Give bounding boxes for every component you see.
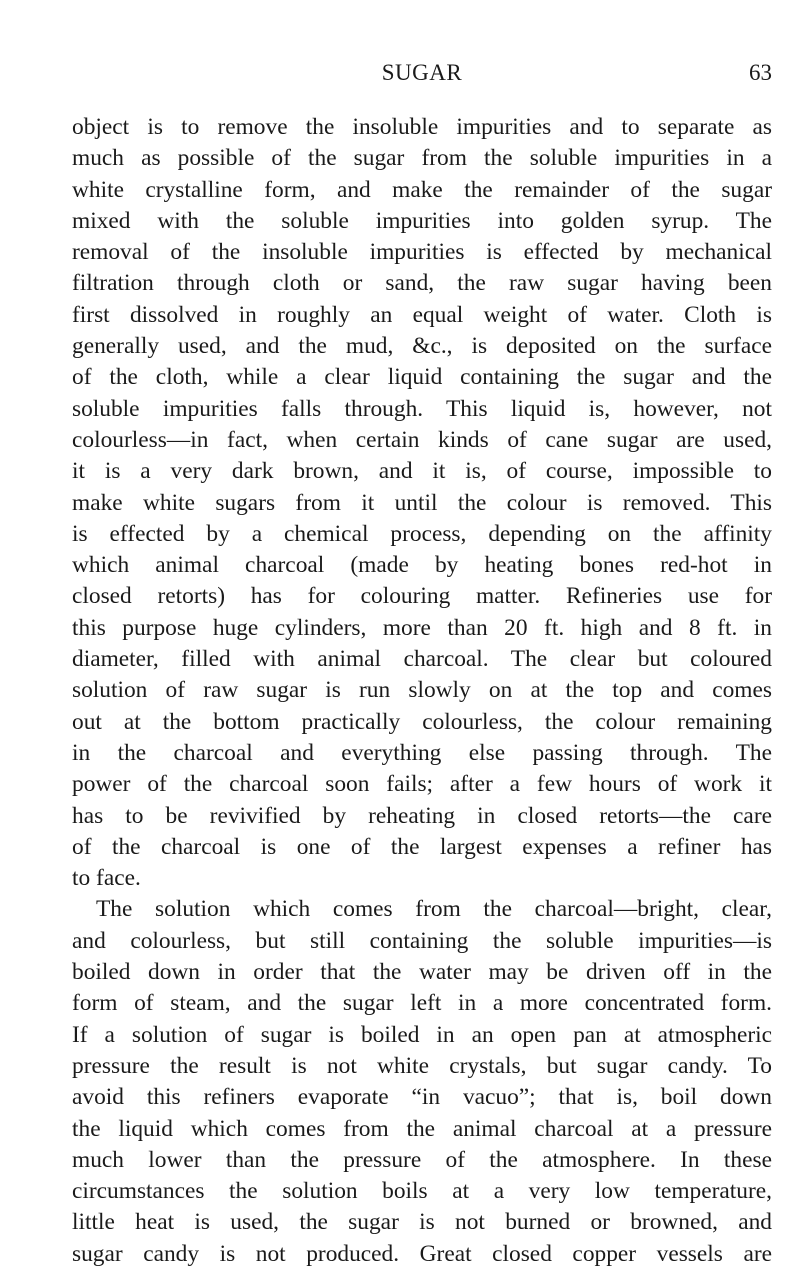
text-line: power of the charcoal soon fails; after a few hours of work it xyxy=(72,771,772,798)
text-line: sugar candy is not produced. Great closed copper vessels are xyxy=(72,1240,772,1267)
text-line: in the charcoal and everything else passing through. The xyxy=(72,739,772,766)
text-line: boiled down in order that the water may be driven off in the xyxy=(72,959,772,986)
text-line: The solution which comes from the charcoal—bright, clear, xyxy=(96,896,772,923)
text-line: circumstances the solution boils at a very low temperature, xyxy=(72,1178,772,1205)
text-line: filtration through cloth or sand, the raw sugar having been xyxy=(72,270,772,297)
text-line: of the charcoal is one of the largest expenses a refiner has xyxy=(72,833,772,860)
page-number: 63 xyxy=(749,60,772,85)
text-line: closed retorts) has for colouring matter. Refineries use for xyxy=(72,583,772,610)
text-line: colourless—in fact, when certain kinds of cane sugar are used, xyxy=(72,426,772,453)
text-line: which animal charcoal (made by heating bones red-hot in xyxy=(72,552,772,579)
running-head xyxy=(72,60,772,88)
text-line: much as possible of the sugar from the soluble impurities in a xyxy=(72,145,772,172)
text-line: the liquid which comes from the animal charcoal at a pressure xyxy=(72,1115,772,1142)
text-line: removal of the insoluble impurities is effected by mechanical xyxy=(72,239,772,266)
running-title: SUGAR xyxy=(381,60,463,85)
text-line: little heat is used, the sugar is not burned or browned, and xyxy=(72,1209,772,1236)
text-line: If a solution of sugar is boiled in an open pan at atmospheric xyxy=(72,1021,772,1048)
text-line: pressure the result is not white crystals, but sugar candy. To xyxy=(72,1052,772,1079)
text-line: out at the bottom practically colourless, the colour remaining xyxy=(72,708,772,735)
text-line: is effected by a chemical process, depending on the affinity xyxy=(72,520,772,547)
text-line: to face. xyxy=(72,865,141,892)
text-line: of the cloth, while a clear liquid containing the sugar and the xyxy=(72,364,772,391)
text-line: diameter, filled with animal charcoal. The clear but coloured xyxy=(72,646,772,673)
text-line: object is to remove the insoluble impurities and to separate as xyxy=(72,114,772,140)
body-text xyxy=(72,112,772,1270)
text-line: and colourless, but still containing the soluble impurities—is xyxy=(72,927,772,954)
paragraph-2 xyxy=(72,894,772,1270)
text-line: white crystalline form, and make the remainder of the sugar xyxy=(72,176,772,203)
text-line: avoid this refiners evaporate “in vacuo”; that is, boil down xyxy=(72,1084,772,1111)
text-line: first dissolved in roughly an equal weight of water. Cloth is xyxy=(72,301,772,328)
text-line: soluble impurities falls through. This liquid is, however, not xyxy=(72,395,772,422)
text-line: generally used, and the mud, &c., is deposited on the surface xyxy=(72,333,772,360)
text-line: form of steam, and the sugar left in a more concentrated form. xyxy=(72,990,772,1017)
text-line: it is a very dark brown, and it is, of course, impossible to xyxy=(72,458,772,485)
text-line: much lower than the pressure of the atmosphere. In these xyxy=(72,1146,772,1173)
paragraph-1 xyxy=(72,112,772,894)
text-line: solution of raw sugar is run slowly on at the top and comes xyxy=(72,677,772,704)
text-line: make white sugars from it until the colour is removed. This xyxy=(72,489,772,516)
text-line: this purpose huge cylinders, more than 20 ft. high and 8 ft. in xyxy=(72,614,772,641)
text-line: mixed with the soluble impurities into golden syrup. The xyxy=(72,207,772,234)
text-line: has to be revivified by reheating in closed retorts—the care xyxy=(72,802,772,829)
